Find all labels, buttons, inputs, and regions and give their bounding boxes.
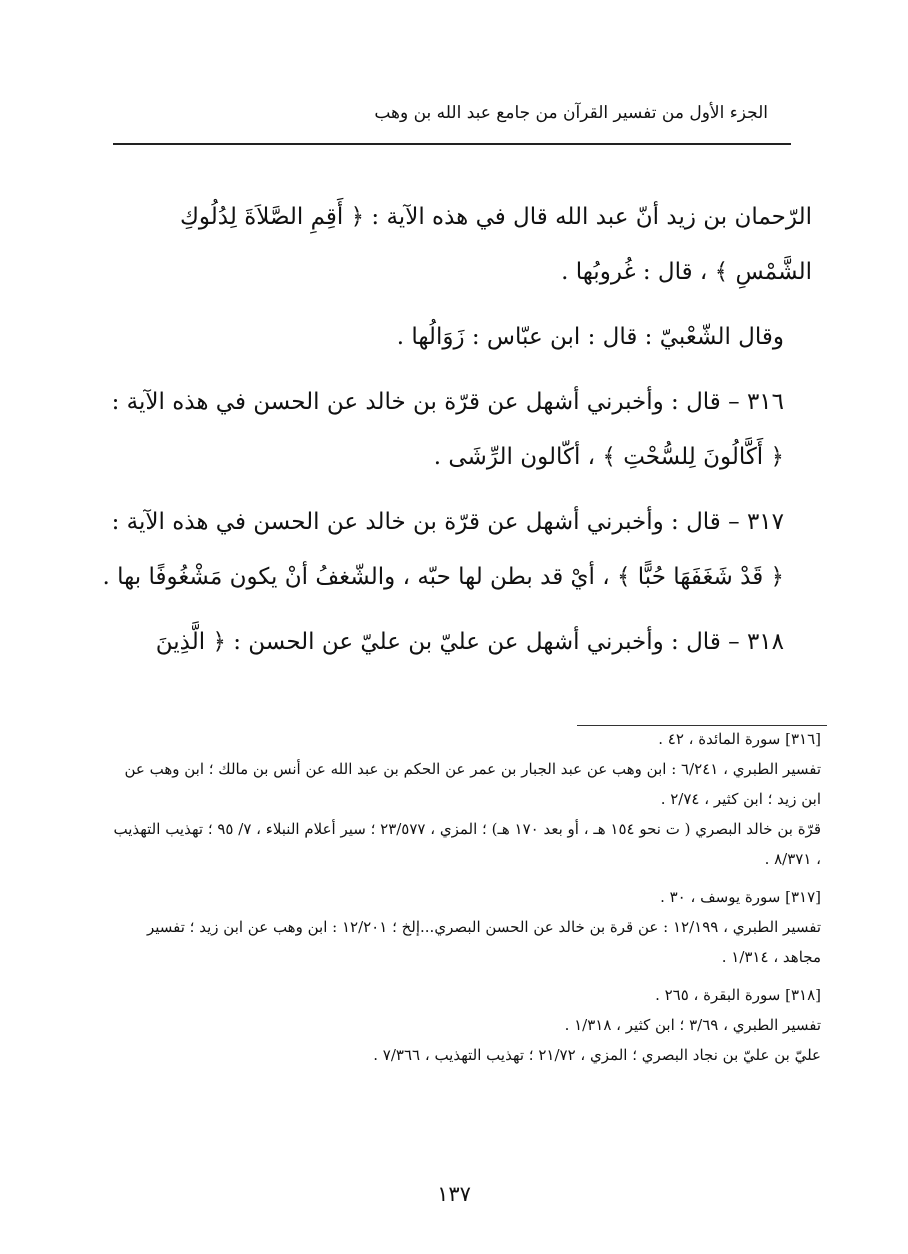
running-header: الجزء الأول من تفسير القرآن من جامع عبد الله بن وهب: [374, 103, 768, 123]
footnote-317-ref: [٣١٧] سورة يوسف ، ٣٠ .: [660, 888, 821, 906]
paragraph-317: ٣١٧ – قال : وأخبرني أشهل عن قرّة بن خالد عن الحسن في هذه الآية : ﴿ قَدْ شَغَفَهَا حُبًّا ﴾ ، أيْ قد بطن لها حبّه ، والشّغفُ أنْ يكون مَشْغُوفًا بها .: [102, 509, 784, 590]
footnote-316-ref: [٣١٦] سورة المائدة ، ٤٢ .: [658, 730, 821, 748]
paragraph-shabi: وقال الشّعْبيّ : قال : ابن عبّاس : زَوَالُها .: [396, 324, 784, 350]
footnote-318-ref: [٣١٨] سورة البقرة ، ٢٦٥ .: [655, 986, 821, 1004]
footnotes: [105, 724, 821, 1070]
footnote-318-ali: عليّ بن عليّ بن نجاد البصري ؛ المزي ، ٢١/٧٢ ؛ تهذيب التهذيب ، ٧/٣٦٦ .: [373, 1046, 821, 1064]
page-number: ١٣٧: [437, 1182, 471, 1206]
paragraph-316: ٣١٦ – قال : وأخبرني أشهل عن قرّة بن خالد عن الحسن في هذه الآية : ﴿ أَكَّالُونَ لِلسُّحْتِ ﴾ ، أكّالون الرِّشَى .: [111, 389, 784, 470]
footnote-316-qurra: قرّة بن خالد البصري ( ت نحو ١٥٤ هـ ، أو بعد ١٧٠ هـ) ؛ المزي ، ٢٣/٥٧٧ ؛ سير أعلام النبلاء ، ٧/ ٩٥ ؛ تهذيب التهذيب ، ٨/٣٧١ .: [113, 820, 821, 868]
header-divider: [113, 143, 791, 145]
footnote-317-tabari: تفسير الطبري ، ١٢/١٩٩ : عن قرة بن خالد عن الحسن البصري...إلخ ؛ ١٢/٢٠١ : ابن وهب عن ابن زيد ؛ تفسير مجاهد ، ١/٣١٤ .: [146, 918, 821, 966]
paragraph-318: ٣١٨ – قال : وأخبرني أشهل عن عليّ بن عليّ عن الحسن : ﴿ الَّذِينَ: [155, 629, 784, 655]
paragraph-continuation: الرّحمان بن زيد أنّ عبد الله قال في هذه الآية : ﴿ أَقِمِ الصَّلاَةَ لِدُلُوكِ الشَّمْسِ ﴾ ، قال : غُروبُها .: [179, 204, 812, 285]
main-text: [98, 190, 812, 670]
footnote-316-tabari: تفسير الطبري ، ٦/٢٤١ : ابن وهب عن عبد الجبار بن عمر عن الحكم بن عبد الله عن أنس بن مالك ؛ ابن وهب عن ابن زيد ؛ ابن كثير ، ٢/٧٤ .: [124, 760, 821, 808]
footnote-318-tabari: تفسير الطبري ، ٣/٦٩ ؛ ابن كثير ، ١/٣١٨ .: [564, 1016, 821, 1034]
